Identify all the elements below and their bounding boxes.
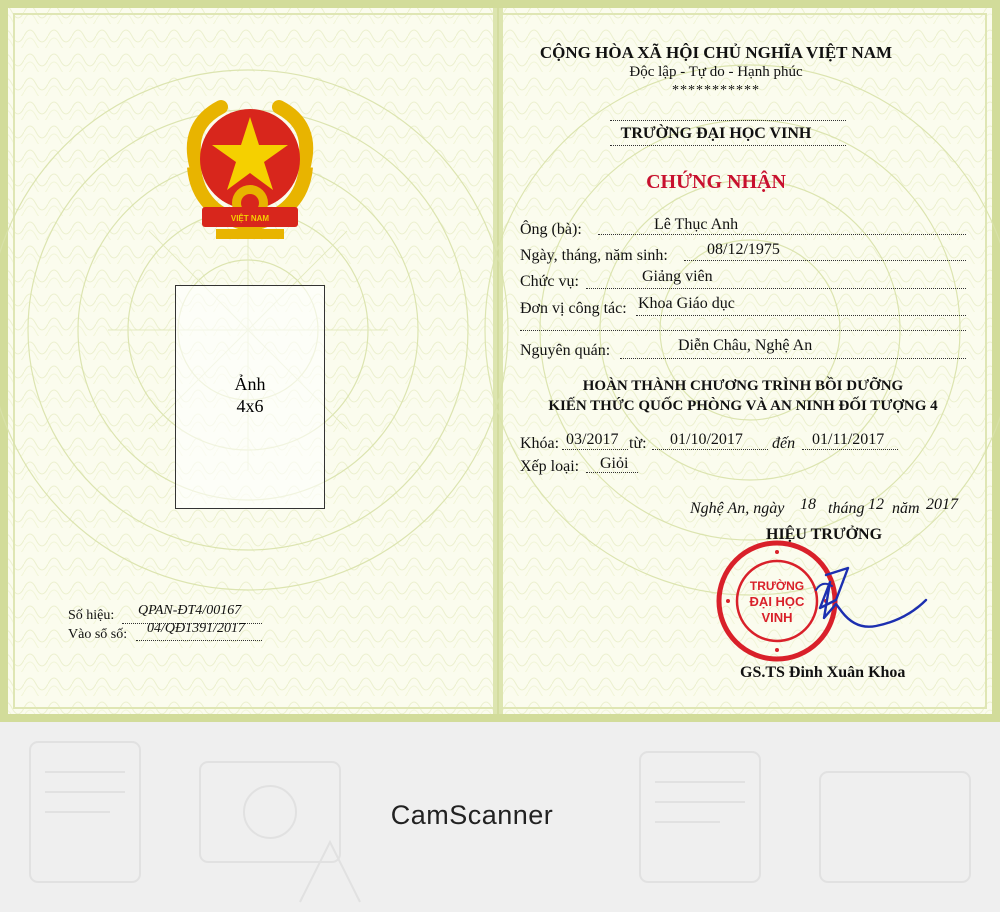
- dotted-line: [636, 315, 966, 316]
- certificate-title: CHỨNG NHẬN: [646, 171, 786, 193]
- course-value: 03/2017: [566, 431, 619, 448]
- hometown-value: Diễn Châu, Nghệ An: [678, 337, 813, 354]
- to-value: 01/11/2017: [812, 431, 885, 448]
- completion-line-1: HOÀN THÀNH CHƯƠNG TRÌNH BỒI DƯỠNG: [582, 378, 904, 394]
- vao-so-value: 04/QĐ1391/2017: [147, 621, 245, 636]
- dotted-line: [562, 449, 628, 450]
- motto: Độc lập - Tự do - Hạnh phúc: [629, 64, 803, 80]
- svg-text:VIỆT NAM: VIỆT NAM: [230, 214, 270, 223]
- dotted-line: [586, 288, 966, 289]
- dotted-line: [802, 449, 898, 450]
- signature: [796, 560, 936, 650]
- national-emblem: [176, 95, 324, 245]
- dotted-line: [610, 145, 846, 146]
- dotted-line: [652, 449, 768, 450]
- completion-line-2: KIẾN THỨC QUỐC PHÒNG VÀ AN NINH ĐỐI TƯỢNG 4: [548, 398, 938, 414]
- left-panel: [0, 0, 492, 722]
- svg-text:ĐẠI HỌC: ĐẠI HỌC: [749, 594, 805, 609]
- right-panel: [506, 0, 1000, 722]
- dotted-line: [586, 472, 638, 473]
- date-place: Nghệ An, ngày: [690, 500, 785, 517]
- date-year-label: năm: [892, 500, 920, 517]
- date-month-label: tháng: [828, 500, 865, 517]
- signer-name: GS.TS Đinh Xuân Khoa: [740, 664, 906, 681]
- svg-text:TRƯỜNG: TRƯỜNG: [749, 579, 805, 593]
- course-label: Khóa:: [520, 435, 560, 452]
- from-label: từ:: [629, 435, 647, 452]
- signer-title: HIỆU TRƯỞNG: [766, 526, 883, 543]
- position-label: Chức vụ:: [520, 273, 579, 290]
- hometown-label: Nguyên quán:: [520, 342, 611, 359]
- photo-label: Ảnh: [234, 374, 266, 394]
- from-value: 01/10/2017: [670, 431, 743, 448]
- dotted-line: [684, 260, 966, 261]
- stars-divider: ***********: [672, 83, 760, 98]
- date-month: 12: [868, 496, 884, 513]
- svg-text:VINH: VINH: [761, 610, 793, 625]
- dotted-line: [520, 330, 966, 331]
- grade-label: Xếp loại:: [520, 458, 580, 475]
- so-hieu-value: QPAN-ĐT4/00167: [138, 603, 242, 618]
- grade-value: Giỏi: [600, 455, 629, 472]
- date-day: 18: [800, 496, 816, 513]
- school-name: TRƯỜNG ĐẠI HỌC VINH: [620, 125, 812, 142]
- unit-label: Đơn vị công tác:: [520, 300, 627, 317]
- dotted-line: [610, 120, 846, 121]
- dob-label: Ngày, tháng, năm sinh:: [520, 247, 668, 264]
- position-value: Giảng viên: [642, 268, 713, 285]
- dotted-line: [136, 640, 262, 641]
- name-value: Lê Thục Anh: [654, 216, 739, 233]
- name-label: Ông (bà):: [520, 221, 582, 238]
- country-name: CỘNG HÒA XÃ HỘI CHỦ NGHĨA VIỆT NAM: [539, 43, 893, 62]
- unit-value: Khoa Giáo dục: [638, 295, 735, 312]
- photo-size: 4x6: [236, 396, 264, 416]
- vao-so-label: Vào sổ số:: [68, 627, 128, 642]
- brand-watermark: CamScanner: [390, 800, 554, 830]
- so-hieu-label: Số hiệu:: [68, 608, 115, 623]
- dob-value: 08/12/1975: [707, 241, 780, 258]
- dotted-line: [620, 358, 966, 359]
- photo-placeholder: [175, 285, 325, 509]
- dotted-line: [598, 234, 966, 235]
- date-year: 2017: [926, 496, 958, 513]
- to-label: đến: [772, 435, 796, 452]
